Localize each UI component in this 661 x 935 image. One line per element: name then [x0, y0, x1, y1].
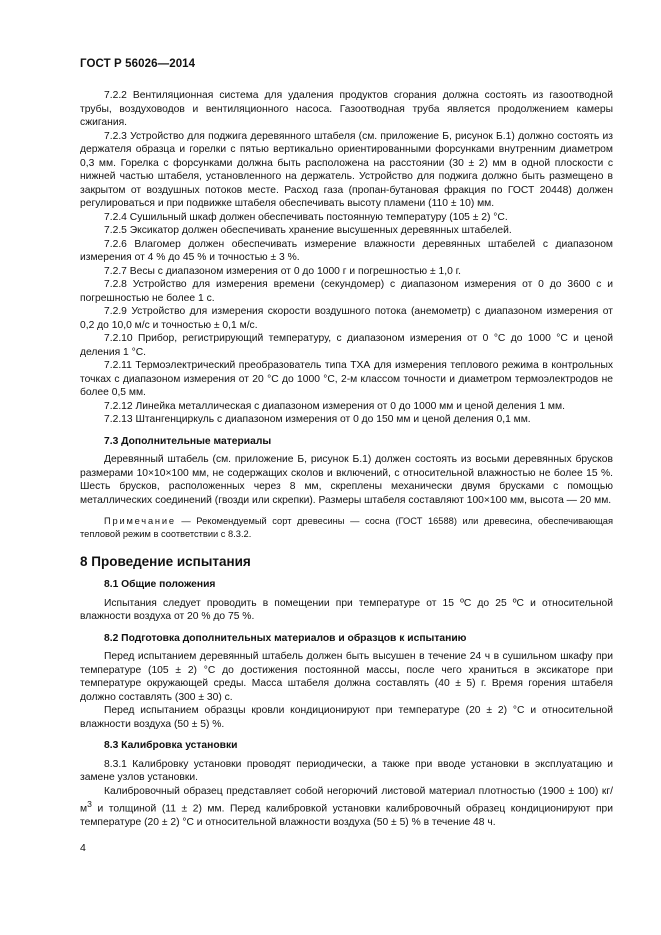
heading-8: 8 Проведение испытания — [80, 554, 251, 569]
paragraph-7-2-13: 7.2.13 Штангенциркуль с диапазоном измерения от 0 до 150 мм и ценой деления 0,1 мм. — [104, 414, 531, 425]
paragraph-7-2-2: 7.2.2 Вентиляционная система для удаления продуктов сгорания должна состоять из газоотводной трубы, воздуховодов и вентиляционного насоса. Газоотводная труба является продолжением камеры сжигания. — [80, 90, 613, 128]
heading-8-2: 8.2 Подготовка дополнительных материалов и образцов к испытанию — [104, 632, 467, 644]
paragraph-7-2-10: 7.2.10 Прибор, регистрирующий температуру, с диапазоном измерения от 0 °С до 1000 °С и ценой деления 1 °С. — [80, 333, 613, 358]
paragraph-8-2-b: Перед испытанием образцы кровли кондиционируют при температуре (20 ± 2) °С и относительной влажности воздуха (50 ± 5) %. — [80, 705, 613, 730]
heading-8-3: 8.3 Калибровка установки — [104, 740, 238, 751]
calibration-text-start: Калибровочный образец представляет собой негорючий листовой материал плотностью (1900 ± 100) кг/м — [80, 785, 613, 815]
paragraph-7-3: Деревянный штабель (см. приложение Б, рисунок Б.1) должен состоять из восьми деревянных брусков размерами 10×10×100 мм, не содержащих сколов и включений, с относительной влажностью не более 15 %. Шесть брусков, расположенных через 8 мм, скреплены механически двумя брусками с помощью металлических соединений (гвозди или скрепки). Размеры штабеля составляют 100×100 мм, высота — 20 мм. — [80, 454, 613, 506]
paragraph-7-2-8: 7.2.8 Устройство для измерения времени (секундомер) с диапазоном измерения от 0 до 3600 с и погрешностью не более 1 с. — [80, 279, 613, 304]
document-code: ГОСТ Р 56026—2014 — [80, 58, 196, 70]
paragraph-7-2-3: 7.2.3 Устройство для поджига деревянного штабеля (см. приложение Б, рисунок Б.1) должно состоять из держателя образца и горелки с пятью вертикально ориентированными форсунками внутренним диаметром 0,3 мм. Горелка с форсунками должна быть расположена на расстоянии (30 ± 2) мм в одной плоскости с нижней частью штабеля, установленного на держатель. Устройство для поджига должно быть размещено в закрытом от воздушных потоков месте. Расход газа (пропан-бутановая фракция по ГОСТ 20448) должен регулироваться и при подвижке штабеля обеспечивать высоту пламени (110 ± 10) мм. — [80, 130, 613, 209]
superscript-3: 3 — [87, 799, 92, 809]
paragraph-7-2-9: 7.2.9 Устройство для измерения скорости воздушного потока (анемометр) с диапазоном измерения от 0,2 до 10,0 м/с и точностью ± 0,1 м/с. — [80, 306, 613, 331]
paragraph-7-2-5: 7.2.5 Эксикатор должен обеспечивать хранение высушенных деревянных штабелей. — [104, 225, 512, 236]
paragraph-7-2-4: 7.2.4 Сушильный шкаф должен обеспечивать постоянную температуру (105 ± 2) °С. — [104, 211, 508, 223]
paragraph-8-3-1: 8.3.1 Калибровку установки проводят периодически, а также при вводе установки в эксплуатацию и замене узлов установки. — [80, 758, 613, 783]
paragraph-7-2-7: 7.2.7 Весы с диапазоном измерения от 0 до 1000 г и погрешностью ± 1,0 г. — [104, 265, 462, 277]
paragraph-8-3-1-calibration-sample — [80, 785, 613, 830]
heading-8-1: 8.1 Общие положения — [104, 579, 216, 590]
note-label: Примечание — [104, 516, 176, 526]
paragraph-7-2-11: 7.2.11 Термоэлектрический преобразователь типа ТХА для измерения теплового режима в контрольных точках с диапазоном измерения от 20 °С до 1000 °С, 2-м классом точности и диаметром термоэлектродов не более 0,5 мм. — [80, 360, 613, 398]
note-text: — Рекомендуемый сорт древесины — сосна (ГОСТ 16588) или древесина, обеспечивающая тепловой режим в соответствии с 8.3.2. — [80, 516, 613, 539]
paragraph-7-2-6: 7.2.6 Влагомер должен обеспечивать измерение влажности деревянных штабелей с диапазоном измерения от 4 % до 45 % и точностью ± 3 %. — [80, 238, 613, 263]
page-number: 4 — [80, 842, 86, 854]
calibration-text-end: и толщиной (11 ± 2) мм. Перед калибровкой установки калибровочный образец кондиционируют при температуре (20 ± 2) °С и относительной влажности воздуха (50 ± 5) % в течение 48 ч. — [80, 803, 613, 828]
document-body — [80, 89, 613, 829]
note — [80, 515, 613, 540]
heading-7-3: 7.3 Дополнительные материалы — [104, 435, 272, 447]
paragraph-8-2-a: Перед испытанием деревянный штабель должен быть высушен в течение 24 ч в сушильном шкафу при температуре (105 ± 2) °С до достижения постоянной массы, после чего храниться в эксикаторе при температуре окружающей среды. Масса штабеля должна составлять (40 ± 5) г. Время горения штабеля должно составлять (300 ± 30) с. — [80, 651, 613, 703]
paragraph-7-2-12: 7.2.12 Линейка металлическая с диапазоном измерения от 0 до 1000 мм и ценой деления 1 мм. — [104, 400, 565, 412]
paragraph-8-1: Испытания следует проводить в помещении при температуре от 15 ºС до 25 ºС и относительной влажности воздуха от 20 % до 75 %. — [80, 597, 613, 622]
